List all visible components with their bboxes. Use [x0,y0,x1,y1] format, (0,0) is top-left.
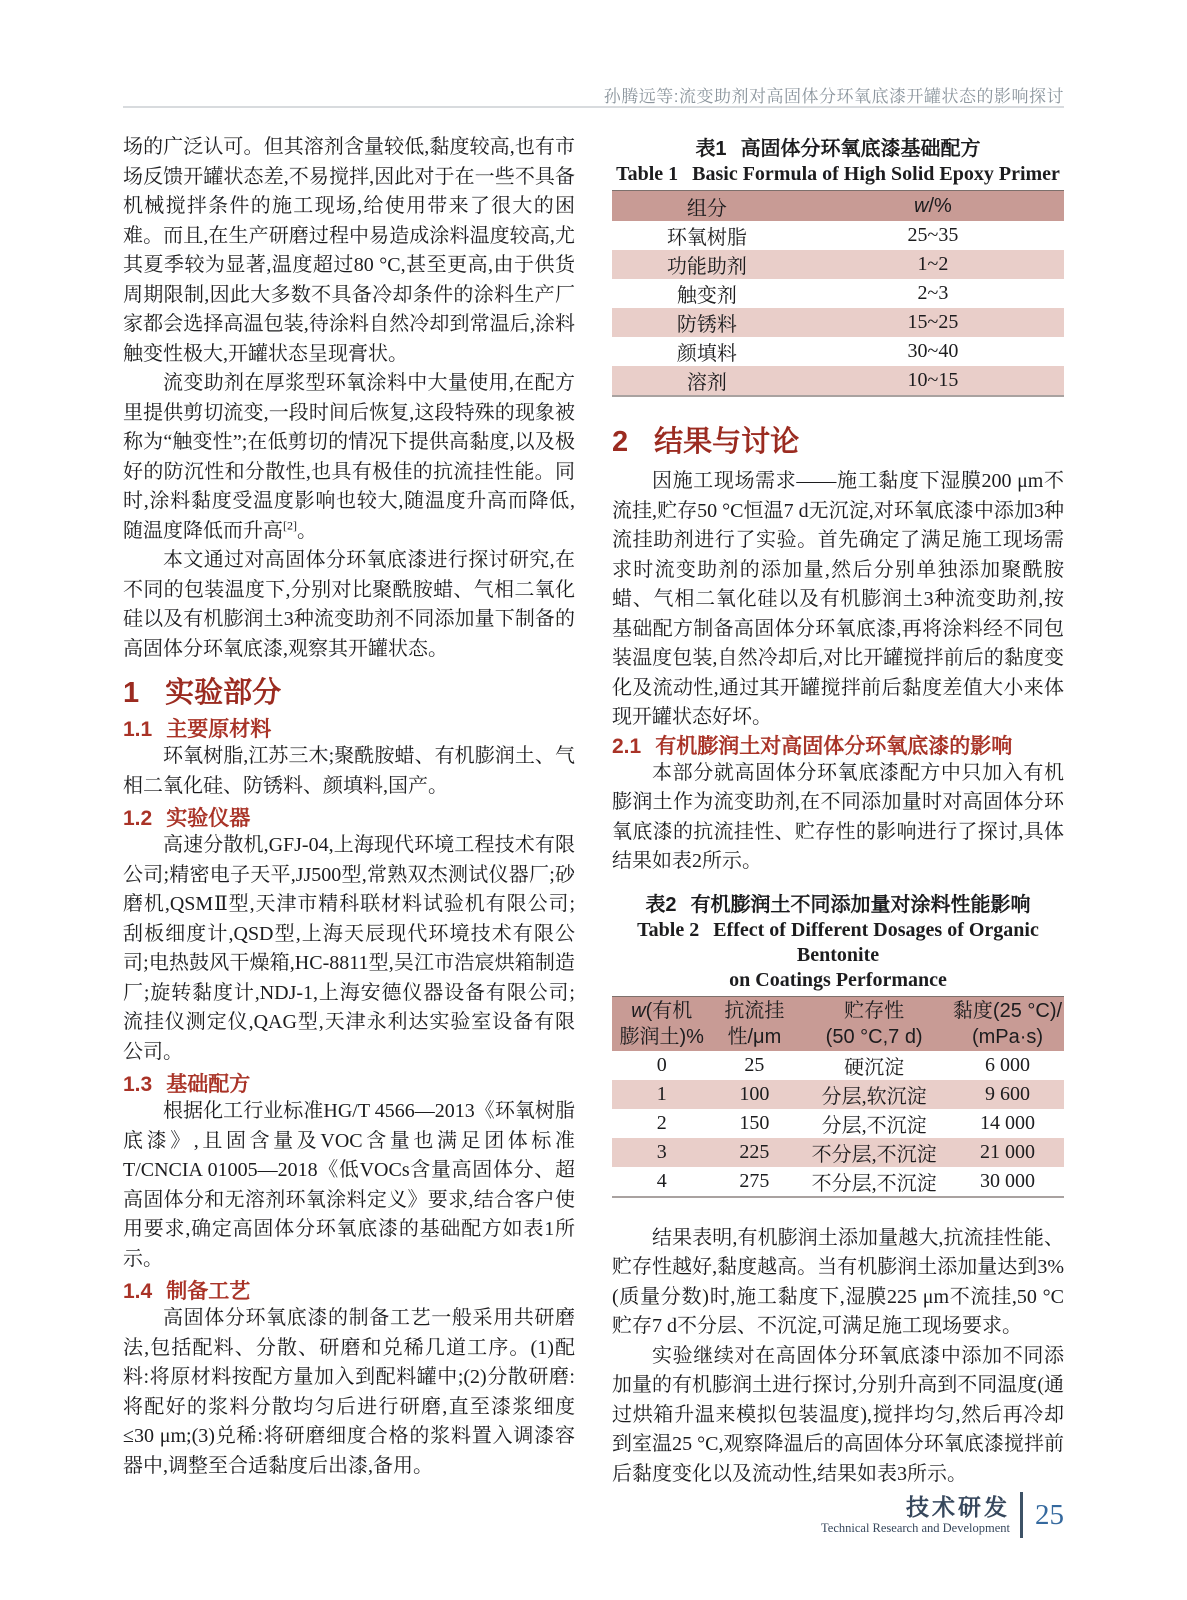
table1-header-component: 组分 [612,191,802,222]
table1-header [612,191,1064,222]
subsection-title: 实验仪器 [166,807,251,830]
table-row: 颜填料 30~40 [676,340,959,365]
subsection-heading-1-1 [123,718,575,742]
footer-section-en: Technical Research and Development [821,1521,1010,1535]
footer-section-zh: 技术研发 [906,1494,1010,1520]
table-row: 功能助剂 1~2 [612,250,1064,279]
paragraph-instruments: 高速分散机,GFJ-04,上海现代环境工程技术有限公司;精密电子天平,JJ500型,常熟双杰测试仪器厂;砂磨机,QSMⅡ型,天津市精科联材料试验机有限公司;刮板细度计,QSD型,上海天辰现代环境技术有限公司;电热鼓风干燥箱,HC-8811型,吴江市浩宸烘箱制造厂;旋转黏度计,NDJ-1,上海安德仪器设备有限公司;流挂仪测定仪,QAG型,天津永利达实验室设备有限公司。 [123,834,575,1063]
subsection-heading-2-1 [612,735,1064,759]
section-heading-1 [123,674,575,712]
paragraph-thixotropy [123,369,575,546]
right-column [612,133,1064,1489]
table2-header-bentonite-fraction: w(有机 膨润土)% [612,996,711,1051]
table-row: 触变剂 2~3 [676,282,949,307]
paragraph-further-experiments: 实验继续对在高固体分环氧底漆中添加不同添加量的有机膨润土进行探讨,分别升高到不同温度(通过烘箱升温来模拟包装温度),搅拌均匀,然后再冷却到室温25 °C,观察降温后的高固体分环氧底漆搅拌前后黏度变化以及流动性,结果如表3所示。 [612,1344,1064,1485]
table2-label-en: Table 2 [637,918,700,941]
subsection-number: 1.1 [123,718,153,741]
table1-caption-zh-text: 高固体分环氧底漆基础配方 [740,138,981,160]
page-footer [821,1492,1064,1538]
table1-label-zh: 表1 [695,138,727,160]
section-heading-2 [612,423,1064,461]
header-rule [123,106,1064,108]
table-row: 4 275 不分层,不沉淀 30 000 [656,1169,1035,1195]
table-row: 3 225 不分层,不沉淀 21 000 [612,1138,1064,1167]
running-head: 孙腾远等:流变助剂对高固体分环氧底漆开罐状态的影响探讨 [603,87,1064,106]
table2-header-storage-stability: 贮存性 (50 °C,7 d) [797,996,951,1051]
table-row: 环氧树脂 25~35 [666,224,959,249]
table1-header-weight-percent: w/% [802,191,1064,222]
paragraph-continued-from-previous-page: 场的广泛认可。但其溶剂含量较低,黏度较高,也有市场反馈开罐状态差,不易搅拌,因此对于在一些不具备机械搅拌条件的施工现场,给使用带来了很大的困难。而且,在生产研磨过程中易造成涂料温度较高,尤其夏季较为显著,温度超过80 °C,甚至更高,由于供货周期限制,因此大多数不具备冷却条件的涂料生产厂家都会选择高温包装,待涂料自然冷却到常温后,涂料触变性极大,开罐状态呈现膏状。 [123,136,575,365]
table-row: 溶剂 10~15 [612,366,1064,396]
table-row: 0 25 硬沉淀 6 000 [656,1053,1030,1079]
table2-header-sag-resistance: 抗流挂 性/μm [711,996,797,1051]
table-row: 防锈料 15~25 [612,308,1064,337]
subsection-title: 主要原材料 [166,718,272,741]
table2-header [612,996,1064,1051]
paragraph-bentonite-study: 本部分就高固体分环氧底漆配方中只加入有机膨润土作为流变助剂,在不同添加量时对高固体分环氧底漆的抗流挂性、贮存性的影响进行了探讨,具体结果如表2所示。 [612,761,1064,872]
table2-header-viscosity: 黏度(25 °C)/ (mPa·s) [951,996,1064,1051]
paragraph-thixotropy-text: 流变助剂在厚浆型环氧涂料中大量使用,在配方里提供剪切流变,一段时间后恢复,这段特殊的现象被称为“触变性”;在低剪切的情况下提供高黏度,以及极好的防沉性和分散性,也具有极佳的抗流挂性能。同时,涂料黏度受温度影响也较大,随温度升高而降低,随温度降低而升高 [123,372,575,542]
paragraph-study-overview: 本文通过对高固体分环氧底漆进行探讨研究,在不同的包装温度下,分别对比聚酰胺蜡、气相二氧化硅以及有机膨润土3种流变助剂不同添加量下制备的高固体分环氧底漆,观察其开罐状态。 [123,549,575,660]
subsection-title: 有机膨润土对高固体分环氧底漆的影响 [655,734,1013,758]
table2-caption-zh [612,893,1064,918]
footer-divider-bar [1020,1492,1023,1538]
left-column [123,133,575,1489]
section-title: 结果与讨论 [654,426,800,458]
table1-basic-formula [612,190,1064,397]
citation-reference-2: [2] [283,517,297,532]
page-number: 25 [1035,1498,1064,1531]
paragraph-experiment-design: 因施工现场需求——施工黏度下湿膜200 μm不流挂,贮存50 °C恒温7 d无沉淀,对环氧底漆中添加3种流挂助剂进行了实验。首先确定了满足施工现场需求时流变助剂的添加量,然后分别单独添加聚酰胺蜡、气相二氧化硅以及有机膨润土3种流变助剂,按基础配方制备高固体分环氧底漆,再将涂料经不同包装温度包装,自然冷却后,对比开罐搅拌前后的黏度变化及流动性,通过其开罐搅拌前后黏度差值大小来体现开罐状态好坏。 [612,470,1064,728]
table-row: 1 100 分层,软沉淀 9 600 [612,1080,1064,1109]
subsection-heading-1-2 [123,807,575,831]
section-title: 实验部分 [165,677,282,709]
table1-label-en: Table 1 [616,163,679,185]
table1-caption-en-text: Basic Formula of High Solid Epoxy Primer [692,163,1060,185]
subsection-heading-1-3 [123,1073,575,1097]
paragraph-thixotropy-period: 。 [297,519,317,542]
paragraph-basic-formula: 根据化工行业标准HG/T 4566—2013《环氧树脂底漆》,且固含量及VOC含量也满足团体标准T/CNCIA 01005—2018《低VOCs含量高固体分、超高固体分和无溶剂环氧涂料定义》要求,结合客户使用要求,确定高固体分环氧底漆的基础配方如表1所示。 [123,1100,575,1270]
subsection-number: 1.4 [123,1280,153,1303]
subsection-number: 1.2 [123,807,153,830]
section-number: 2 [612,426,629,458]
subsection-title: 基础配方 [166,1073,251,1096]
paragraph-raw-materials: 环氧树脂,江苏三木;聚酰胺蜡、有机膨润土、气相二氧化硅、防锈料、颜填料,国产。 [123,745,575,797]
subsection-number: 1.3 [123,1073,153,1096]
table2-caption-zh-text: 有机膨润土不同添加量对涂料性能影响 [690,893,1031,916]
subsection-title: 制备工艺 [166,1280,251,1303]
paragraph-preparation-process: 高固体分环氧底漆的制备工艺一般采用共研磨法,包括配料、分散、研磨和兑稀几道工序。(1)配料:将原材料按配方量加入到配料罐中;(2)分散研磨:将配好的浆料分散均匀后进行研磨,直至漆浆细度≤30 μm;(3)兑稀:将研磨细度合格的浆料置入调漆容器中,调整至合适黏度后出漆,备用。 [123,1307,575,1477]
table2-label-zh: 表2 [645,893,677,916]
table2-caption-en-line2: on Coatings Performance [729,968,947,991]
subsection-heading-1-4 [123,1280,575,1304]
footer-section-label [821,1494,1010,1536]
paragraph-results-summary: 结果表明,有机膨润土添加量越大,抗流挂性能、贮存性越好,黏度越高。当有机膨润土添加量达到3%(质量分数)时,施工黏度下,湿膜225 μm不流挂,50 °C贮存7 d不分层、不沉淀,可满足施工现场要求。 [612,1226,1064,1337]
table2-caption-en-line1 [612,918,1064,968]
two-column-body [123,133,1064,1489]
table2-bentonite-dosage-performance [612,996,1064,1198]
table1-caption-zh [612,137,1064,162]
table1-caption-en [612,162,1064,187]
subsection-number: 2.1 [612,734,642,758]
table-row: 2 150 分层,不沉淀 14 000 [656,1111,1035,1137]
table2-caption-en-line1-text: Effect of Different Dosages of Organic Bentonite [713,918,1039,966]
section-number: 1 [123,677,140,709]
